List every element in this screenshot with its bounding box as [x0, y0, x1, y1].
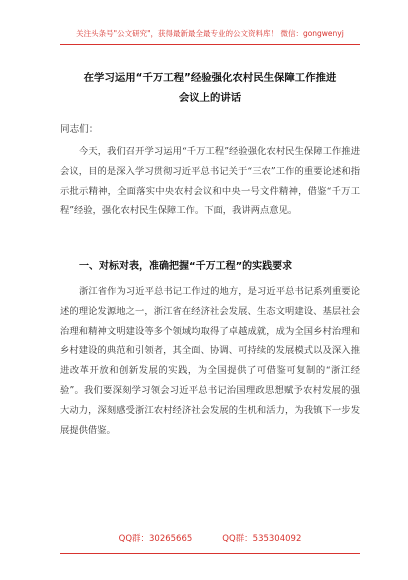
footer-qq-group-1: QQ群：30265665 — [118, 534, 193, 544]
section-heading-1: 一、对标对表，准确把握“千万工程”的实践要求 — [79, 261, 293, 272]
section-1-paragraph: 浙江省作为习近平总书记工作过的地方，是习近平总书记系列重要论述的理论发源地之一，浙江省在经济社会发展、生态文明建设、基层社会治理和精神文明建设等多个领域均取得了卓越成就，成为全国乡村治理和乡村建设的典范和引领者，其全面、协调、可持续的发展模式以及深入推进改革开放和创新发展的实践，为全国提供了可借鉴可复制的“浙江经验”。我们要深刻学习领会习近平总书记治国理政思想赋予农村发展的强大动力，深刻感受浙江农村经济社会发展的生机和活力，为我镇下一步发展提供借鉴。 — [60, 286, 360, 436]
intro-paragraph: 今天，我们召开学习运用“千万工程”经验强化农村民生保障工作推进会议，目的是深入学习贯彻习近平总书记关于“三农”工作的重要论述和指示批示精神，全面落实中央农村会议和中央一号文件精神，借鉴“千万工程”经验，强化农村民生保障工作。下面，我讲两点意见。 — [60, 146, 360, 217]
footer-qq-group-2: QQ群：535304092 — [222, 534, 302, 544]
salutation: 同志们： — [60, 124, 99, 135]
document-title — [60, 68, 360, 108]
document-title-line-2: 会议上的讲话 — [178, 92, 242, 104]
footer-divider — [60, 553, 360, 554]
header-banner: 关注头条号"公文研究"，获得最新最全最专业的公文资料库！ 微信：gongwenyj — [76, 29, 344, 38]
document-title-line-1: 在学习运用“千万工程”经验强化农村民生保障工作推进 — [83, 72, 337, 84]
header-divider — [60, 44, 360, 45]
footer — [60, 532, 360, 544]
